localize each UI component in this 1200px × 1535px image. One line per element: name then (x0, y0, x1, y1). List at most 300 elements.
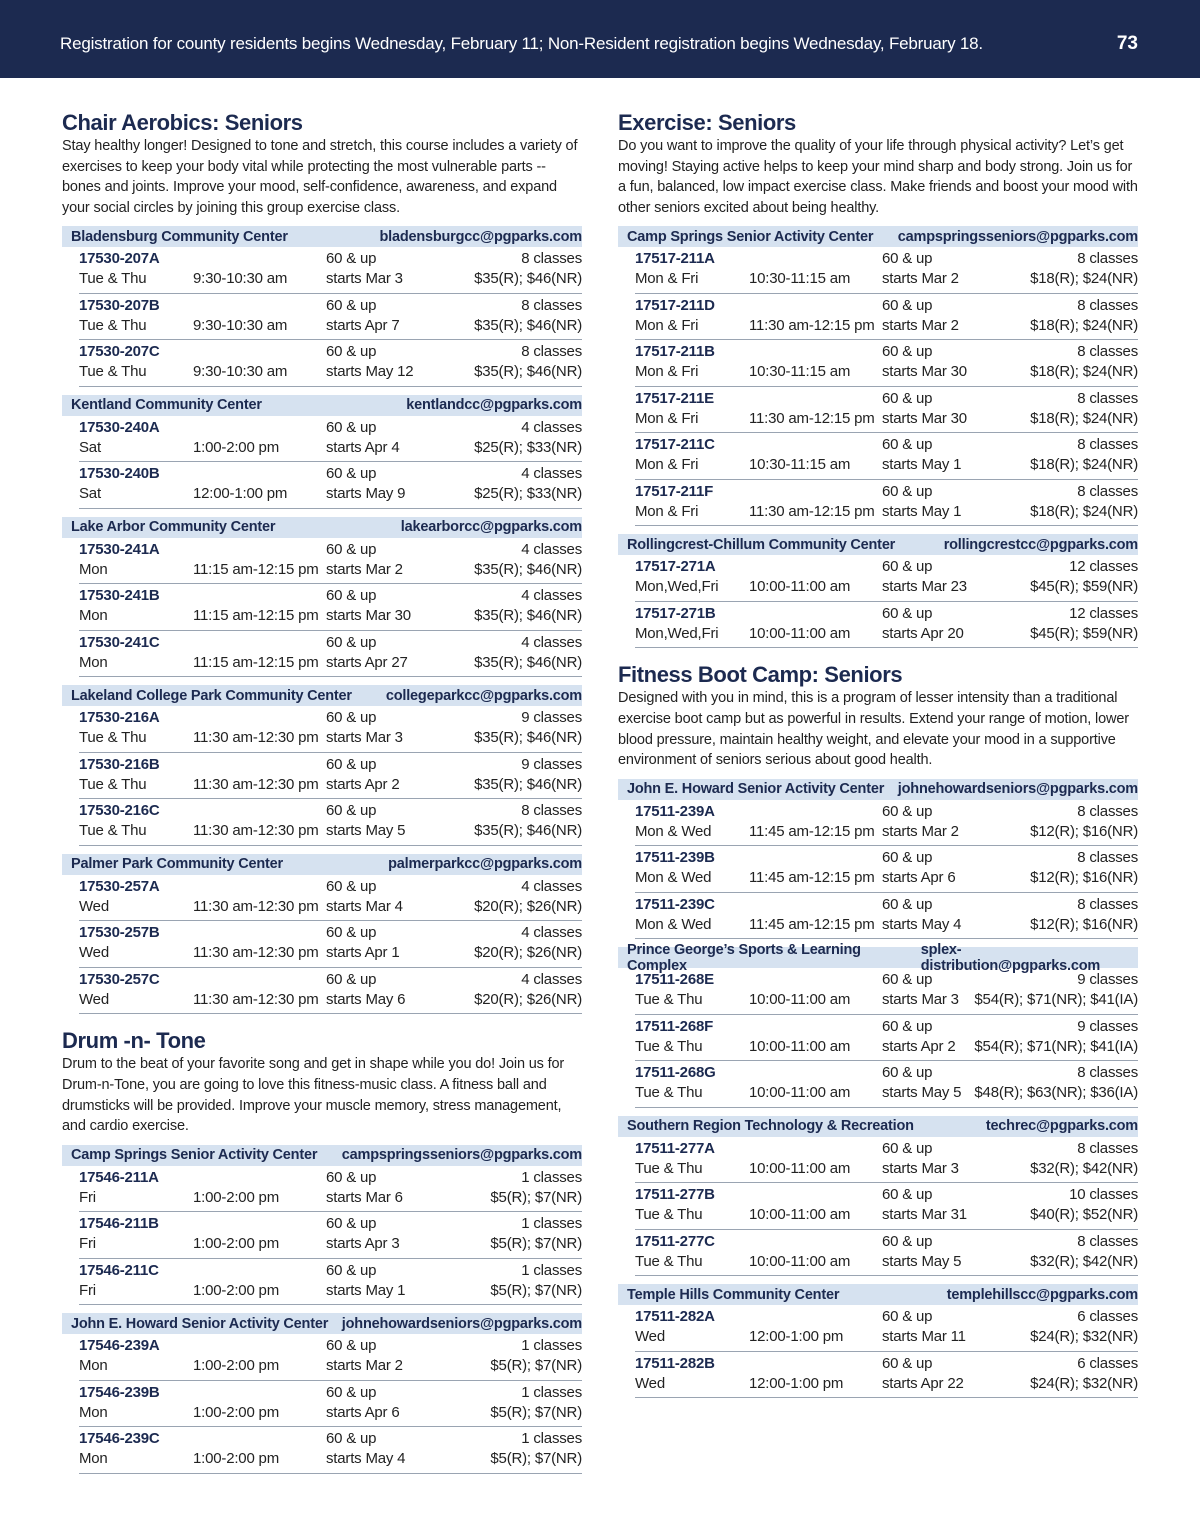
course-days: Tue & Thu (635, 1159, 703, 1177)
course-fee: $32(R); $42(NR) (1030, 1252, 1138, 1270)
course-age: 60 & up (326, 755, 377, 773)
course-code: 17511-239C (635, 895, 715, 913)
course-row (79, 1381, 582, 1428)
course-age: 60 & up (326, 540, 377, 558)
course-class-count: 8 classes (1077, 296, 1138, 314)
location-header (618, 941, 1138, 974)
section-description: Designed with you in mind, this is a program of lesser intensity than a traditional exercise boot camp but as powerful in results. Extend your range of motion, lower blood pressure, maintain healthy weight, and elevate your mood in a supportive environment of seniors serious about good health. (618, 690, 1129, 769)
course-days: Mon (79, 1403, 108, 1421)
course-fee: $32(R); $42(NR) (1030, 1159, 1138, 1177)
course-row (79, 416, 582, 463)
course-code: 17517-211E (635, 389, 714, 407)
location-name: Camp Springs Senior Activity Center (71, 1147, 318, 1164)
location-name: John E. Howard Senior Activity Center (627, 781, 885, 798)
course-days: Mon (79, 607, 108, 625)
course-time: 10:00-11:00 am (749, 578, 851, 596)
location-header (62, 1313, 582, 1334)
location-name: Camp Springs Senior Activity Center (627, 228, 874, 245)
course-row (79, 1427, 582, 1474)
course-fee: $45(R); $59(NR) (1030, 578, 1138, 596)
course-age: 60 & up (326, 250, 377, 268)
page-number: 73 (1116, 33, 1138, 54)
course-days: Mon,Wed,Fri (635, 578, 719, 596)
course-class-count: 8 classes (1077, 1232, 1138, 1250)
course-time: 1:00-2:00 pm (193, 1357, 279, 1375)
location-header (62, 395, 582, 416)
course-start-date: starts May 1 (326, 1281, 406, 1299)
course-time: 12:00-1:00 pm (749, 1374, 844, 1392)
course-row (635, 247, 1138, 294)
course-age: 60 & up (326, 296, 377, 314)
course-fee: $35(R); $46(NR) (474, 363, 582, 381)
course-row (635, 602, 1138, 649)
course-time: 12:00-1:00 pm (749, 1328, 844, 1346)
program-section (618, 110, 1138, 648)
course-start-date: starts Mar 4 (326, 897, 403, 915)
course-fee: $5(R); $7(NR) (490, 1450, 582, 1468)
location-email-link[interactable]: techrec@pgparks.com (985, 1118, 1138, 1135)
course-age: 60 & up (326, 587, 377, 605)
course-row (79, 462, 582, 509)
course-time: 11:45 am-12:15 pm (749, 869, 875, 887)
course-row (635, 1352, 1138, 1399)
course-class-count: 4 classes (521, 540, 582, 558)
course-time: 11:15 am-12:15 pm (193, 607, 319, 625)
location-header (618, 1116, 1138, 1137)
course-days: Mon & Fri (635, 502, 699, 520)
course-start-date: starts Mar 2 (882, 822, 959, 840)
course-days: Fri (79, 1235, 96, 1253)
location-email-link[interactable]: lakearborcc@pgparks.com (400, 519, 582, 536)
course-code: 17511-239A (635, 802, 715, 820)
course-age: 60 & up (326, 1337, 377, 1355)
course-time: 9:30-10:30 am (193, 316, 288, 334)
location-header (618, 1284, 1138, 1305)
course-start-date: starts Apr 7 (326, 316, 400, 334)
course-fee: $35(R); $46(NR) (474, 653, 582, 671)
course-fee: $20(R); $26(NR) (474, 990, 582, 1008)
course-time: 10:00-11:00 am (749, 624, 851, 642)
course-age: 60 & up (882, 296, 933, 314)
course-age: 60 & up (882, 1186, 933, 1204)
location-name: Lake Arbor Community Center (71, 519, 276, 536)
location-name: John E. Howard Senior Activity Center (71, 1315, 329, 1332)
course-time: 11:30 am-12:30 pm (193, 729, 319, 747)
course-days: Mon & Fri (635, 363, 699, 381)
course-fee: $35(R); $46(NR) (474, 822, 582, 840)
registration-notice: Registration for county residents begins Wednesday, February 11; Non-Resident registration begins Wednesday, February 18. (60, 34, 983, 53)
course-fee: $35(R); $46(NR) (474, 729, 582, 747)
course-fee: $35(R); $46(NR) (474, 316, 582, 334)
course-class-count: 6 classes (1077, 1308, 1138, 1326)
course-class-count: 12 classes (1069, 604, 1138, 622)
course-code: 17530-216B (79, 755, 160, 773)
course-fee: $24(R); $32(NR) (1030, 1374, 1138, 1392)
course-class-count: 8 classes (1077, 802, 1138, 820)
course-start-date: starts Apr 3 (326, 1235, 400, 1253)
course-age: 60 & up (882, 802, 933, 820)
course-class-count: 12 classes (1069, 558, 1138, 576)
course-days: Mon & Fri (635, 316, 699, 334)
course-row (635, 968, 1138, 1015)
location-email-link[interactable]: campspringsseniors@pgparks.com (341, 1147, 582, 1164)
course-days: Mon,Wed,Fri (635, 624, 719, 642)
course-fee: $54(R); $71(NR); $41(IA) (974, 991, 1138, 1009)
section-title: Exercise: Seniors (618, 110, 796, 135)
course-start-date: starts Apr 4 (326, 438, 400, 456)
course-code: 17517-211C (635, 436, 715, 454)
course-days: Tue & Thu (79, 270, 147, 288)
course-fee: $35(R); $46(NR) (474, 607, 582, 625)
course-time: 1:00-2:00 pm (193, 1188, 279, 1206)
course-code: 17530-241A (79, 540, 160, 558)
course-row (79, 799, 582, 846)
course-class-count: 8 classes (1077, 389, 1138, 407)
course-class-count: 4 classes (521, 970, 582, 988)
course-class-count: 8 classes (521, 802, 582, 820)
location-email-link[interactable]: rollingcrestcc@pgparks.com (943, 536, 1138, 553)
course-fee: $5(R); $7(NR) (490, 1235, 582, 1253)
location-name: Prince George’s Sports & Learning Complex (627, 941, 861, 974)
location-email-link[interactable]: campspringsseniors@pgparks.com (897, 228, 1138, 245)
course-row (79, 1334, 582, 1381)
section-title: Fitness Boot Camp: Seniors (618, 662, 903, 688)
course-days: Tue & Thu (79, 363, 147, 381)
course-days: Wed (635, 1328, 665, 1346)
location-email-link[interactable]: splex-distribution@pgparks.com (920, 941, 1101, 974)
course-days: Sat (79, 485, 101, 503)
course-class-count: 8 classes (1077, 436, 1138, 454)
course-class-count: 4 classes (521, 587, 582, 605)
course-days: Tue & Thu (635, 1084, 703, 1102)
course-start-date: starts Apr 20 (882, 624, 964, 642)
course-days: Mon & Fri (635, 409, 699, 427)
course-code: 17511-239B (635, 849, 715, 867)
course-time: 10:00-11:00 am (749, 1037, 851, 1055)
course-days: Tue & Thu (635, 1252, 703, 1270)
course-time: 10:00-11:00 am (749, 991, 851, 1009)
course-time: 11:30 am-12:15 pm (749, 409, 875, 427)
course-row (635, 1183, 1138, 1230)
course-fee: $25(R); $33(NR) (474, 485, 582, 503)
course-age: 60 & up (882, 250, 933, 268)
location-name: Bladensburg Community Center (71, 228, 288, 245)
course-days: Mon (79, 653, 108, 671)
course-code: 17511-268G (635, 1064, 716, 1082)
course-time: 10:30-11:15 am (749, 270, 851, 288)
course-class-count: 9 classes (521, 755, 582, 773)
course-time: 11:30 am-12:30 pm (193, 897, 319, 915)
course-age: 60 & up (326, 343, 377, 361)
location-name: Temple Hills Community Center (627, 1286, 840, 1303)
location-email-link[interactable]: bladensburgcc@pgparks.com (379, 228, 582, 245)
course-start-date: starts Mar 31 (882, 1206, 967, 1224)
course-age: 60 & up (326, 1261, 377, 1279)
course-time: 10:00-11:00 am (749, 1206, 851, 1224)
course-age: 60 & up (882, 436, 933, 454)
course-days: Sat (79, 438, 101, 456)
course-row (635, 433, 1138, 480)
section-title: Chair Aerobics: Seniors (62, 110, 303, 135)
course-class-count: 6 classes (1077, 1354, 1138, 1372)
course-class-count: 8 classes (1077, 482, 1138, 500)
location-header (618, 226, 1138, 247)
course-start-date: starts Mar 30 (882, 409, 967, 427)
course-start-date: starts Mar 2 (882, 316, 959, 334)
course-code: 17517-211F (635, 482, 714, 500)
course-start-date: starts Mar 6 (326, 1188, 403, 1206)
course-age: 60 & up (326, 970, 377, 988)
course-fee: $5(R); $7(NR) (490, 1188, 582, 1206)
course-time: 1:00-2:00 pm (193, 1281, 279, 1299)
course-time: 11:45 am-12:15 pm (749, 915, 875, 933)
course-start-date: starts Mar 2 (326, 1357, 403, 1375)
course-days: Wed (79, 990, 109, 1008)
course-time: 1:00-2:00 pm (193, 1235, 279, 1253)
course-fee: $18(R); $24(NR) (1030, 409, 1138, 427)
course-start-date: starts Apr 1 (326, 944, 400, 962)
course-start-date: starts Mar 30 (326, 607, 411, 625)
course-code: 17546-211B (79, 1215, 159, 1233)
course-time: 1:00-2:00 pm (193, 438, 279, 456)
course-fee: $24(R); $32(NR) (1030, 1328, 1138, 1346)
course-fee: $25(R); $33(NR) (474, 438, 582, 456)
course-time: 11:30 am-12:30 pm (193, 944, 319, 962)
course-days: Tue & Thu (635, 1206, 703, 1224)
course-class-count: 4 classes (521, 924, 582, 942)
course-days: Mon (79, 560, 108, 578)
course-age: 60 & up (882, 895, 933, 913)
course-class-count: 8 classes (1077, 343, 1138, 361)
course-code: 17530-216C (79, 802, 160, 820)
course-start-date: starts Mar 23 (882, 578, 967, 596)
course-class-count: 8 classes (1077, 250, 1138, 268)
course-fee: $45(R); $59(NR) (1030, 624, 1138, 642)
course-days: Mon & Wed (635, 915, 712, 933)
location-header (62, 854, 582, 875)
course-time: 9:30-10:30 am (193, 363, 288, 381)
course-class-count: 8 classes (1077, 1064, 1138, 1082)
location-header (62, 1145, 582, 1166)
course-time: 11:15 am-12:15 pm (193, 560, 319, 578)
course-code: 17546-239B (79, 1383, 160, 1401)
course-time: 11:30 am-12:15 pm (749, 502, 875, 520)
course-code: 17530-207B (79, 296, 160, 314)
course-code: 17511-282A (635, 1308, 715, 1326)
course-start-date: starts Mar 3 (882, 1159, 959, 1177)
course-row (635, 294, 1138, 341)
course-row (635, 555, 1138, 602)
course-fee: $5(R); $7(NR) (490, 1403, 582, 1421)
course-age: 60 & up (882, 604, 933, 622)
course-class-count: 8 classes (521, 343, 582, 361)
course-code: 17530-257A (79, 877, 160, 895)
course-days: Mon & Wed (635, 869, 712, 887)
course-time: 9:30-10:30 am (193, 270, 288, 288)
course-days: Tue & Thu (79, 822, 147, 840)
course-fee: $20(R); $26(NR) (474, 897, 582, 915)
course-code: 17511-277B (635, 1186, 715, 1204)
course-start-date: starts May 5 (882, 1252, 962, 1270)
location-header (62, 226, 582, 247)
location-email-link[interactable]: johnehowardseniors@pgparks.com (341, 1315, 582, 1332)
course-time: 1:00-2:00 pm (193, 1403, 279, 1421)
course-code: 17511-277C (635, 1232, 715, 1250)
course-row (79, 968, 582, 1015)
course-row (79, 706, 582, 753)
course-code: 17511-277A (635, 1139, 715, 1157)
course-start-date: starts Mar 11 (882, 1328, 966, 1346)
course-class-count: 1 classes (521, 1215, 582, 1233)
course-days: Mon & Wed (635, 822, 712, 840)
location-email-link[interactable]: palmerparkcc@pgparks.com (388, 856, 582, 873)
course-row (79, 1259, 582, 1306)
course-code: 17517-211B (635, 343, 715, 361)
course-class-count: 4 classes (521, 465, 582, 483)
course-time: 11:30 am-12:30 pm (193, 775, 319, 793)
course-time: 10:30-11:15 am (749, 456, 851, 474)
course-start-date: starts Mar 2 (882, 270, 959, 288)
course-age: 60 & up (326, 633, 377, 651)
course-fee: $40(R); $52(NR) (1030, 1206, 1138, 1224)
course-start-date: starts Apr 6 (326, 1403, 400, 1421)
course-time: 11:30 am-12:30 pm (193, 822, 319, 840)
course-class-count: 8 classes (1077, 849, 1138, 867)
course-days: Tue & Thu (79, 316, 147, 334)
left-column (62, 110, 582, 1488)
course-class-count: 4 classes (521, 633, 582, 651)
course-class-count: 8 classes (1077, 895, 1138, 913)
course-age: 60 & up (882, 1308, 933, 1326)
course-age: 60 & up (882, 971, 933, 989)
course-start-date: starts May 6 (326, 990, 406, 1008)
course-fee: $18(R); $24(NR) (1030, 363, 1138, 381)
course-start-date: starts Apr 6 (882, 869, 956, 887)
course-start-date: starts May 1 (882, 502, 962, 520)
course-start-date: starts May 5 (882, 1084, 962, 1102)
course-class-count: 1 classes (521, 1168, 582, 1186)
course-class-count: 8 classes (1077, 1139, 1138, 1157)
course-code: 17511-268F (635, 1017, 714, 1035)
course-class-count: 4 classes (521, 877, 582, 895)
course-fee: $18(R); $24(NR) (1030, 270, 1138, 288)
course-start-date: starts Apr 27 (326, 653, 408, 671)
course-fee: $48(R); $63(NR); $36(IA) (974, 1084, 1138, 1102)
course-start-date: starts May 4 (326, 1450, 406, 1468)
course-code: 17546-239C (79, 1430, 160, 1448)
right-column (618, 110, 1138, 1412)
course-row (635, 340, 1138, 387)
course-class-count: 4 classes (521, 418, 582, 436)
location-name: Lakeland College Park Community Center (71, 687, 352, 704)
course-age: 60 & up (882, 558, 933, 576)
course-code: 17530-207A (79, 250, 160, 268)
program-section (62, 1028, 582, 1473)
course-days: Mon (79, 1450, 108, 1468)
course-days: Tue & Thu (635, 1037, 703, 1055)
course-fee: $35(R); $46(NR) (474, 270, 582, 288)
course-row (635, 480, 1138, 527)
course-class-count: 1 classes (521, 1261, 582, 1279)
course-row (79, 631, 582, 678)
course-code: 17530-207C (79, 343, 160, 361)
program-section (62, 110, 582, 1014)
course-class-count: 9 classes (521, 709, 582, 727)
course-start-date: starts May 5 (326, 822, 406, 840)
course-row (79, 1212, 582, 1259)
course-row (635, 387, 1138, 434)
course-age: 60 & up (882, 482, 933, 500)
location-email-link[interactable]: johnehowardseniors@pgparks.com (897, 781, 1138, 798)
course-age: 60 & up (882, 389, 933, 407)
location-name: Southern Region Technology & Recreation (627, 1118, 914, 1135)
course-code: 17517-271B (635, 604, 716, 622)
course-row (635, 1305, 1138, 1352)
course-code: 17530-240A (79, 418, 160, 436)
location-email-link[interactable]: collegeparkcc@pgparks.com (385, 687, 582, 704)
course-fee: $35(R); $46(NR) (474, 775, 582, 793)
course-fee: $35(R); $46(NR) (474, 560, 582, 578)
course-class-count: 1 classes (521, 1430, 582, 1448)
location-email-link[interactable]: kentlandcc@pgparks.com (406, 397, 582, 414)
course-days: Fri (79, 1281, 96, 1299)
section-description: Do you want to improve the quality of your life through physical activity? Let’s get moving! Staying active helps to keep your mind sharp and body strong. Join us for a fun, balanced, low impact exercise class. Make friends and boost your mood with other seniors excited about being healthy. (618, 138, 1138, 216)
course-code: 17530-257B (79, 924, 160, 942)
course-age: 60 & up (326, 1430, 377, 1448)
location-header (62, 517, 582, 538)
course-fee: $20(R); $26(NR) (474, 944, 582, 962)
course-age: 60 & up (326, 802, 377, 820)
course-fee: $12(R); $16(NR) (1030, 915, 1138, 933)
course-start-date: starts May 9 (326, 485, 406, 503)
course-code: 17530-241C (79, 633, 160, 651)
course-time: 11:30 am-12:30 pm (193, 990, 319, 1008)
course-time: 10:00-11:00 am (749, 1252, 851, 1270)
course-days: Tue & Thu (79, 729, 147, 747)
course-age: 60 & up (326, 1168, 377, 1186)
course-age: 60 & up (326, 1215, 377, 1233)
course-class-count: 1 classes (521, 1337, 582, 1355)
location-name: Rollingcrest-Chillum Community Center (627, 536, 896, 553)
course-code: 17517-211D (635, 296, 715, 314)
course-age: 60 & up (882, 1017, 933, 1035)
location-header (62, 685, 582, 706)
location-email-link[interactable]: templehillscc@pgparks.com (946, 1286, 1138, 1303)
course-time: 11:45 am-12:15 pm (749, 822, 875, 840)
program-section (618, 662, 1138, 1398)
course-age: 60 & up (326, 709, 377, 727)
course-time: 11:15 am-12:15 pm (193, 653, 319, 671)
course-row (79, 294, 582, 341)
course-row (635, 893, 1138, 940)
course-code: 17530-240B (79, 465, 160, 483)
course-age: 60 & up (882, 849, 933, 867)
course-class-count: 8 classes (521, 250, 582, 268)
course-row (635, 1015, 1138, 1062)
course-days: Tue & Thu (79, 775, 147, 793)
course-code: 17530-216A (79, 709, 160, 727)
course-row (79, 753, 582, 800)
course-time: 12:00-1:00 pm (193, 485, 288, 503)
course-code: 17511-282B (635, 1354, 715, 1372)
course-age: 60 & up (326, 877, 377, 895)
location-header (618, 779, 1138, 800)
course-age: 60 & up (882, 1354, 933, 1372)
course-age: 60 & up (326, 924, 377, 942)
course-row (79, 247, 582, 294)
course-age: 60 & up (882, 1139, 933, 1157)
location-name: Kentland Community Center (71, 397, 262, 414)
